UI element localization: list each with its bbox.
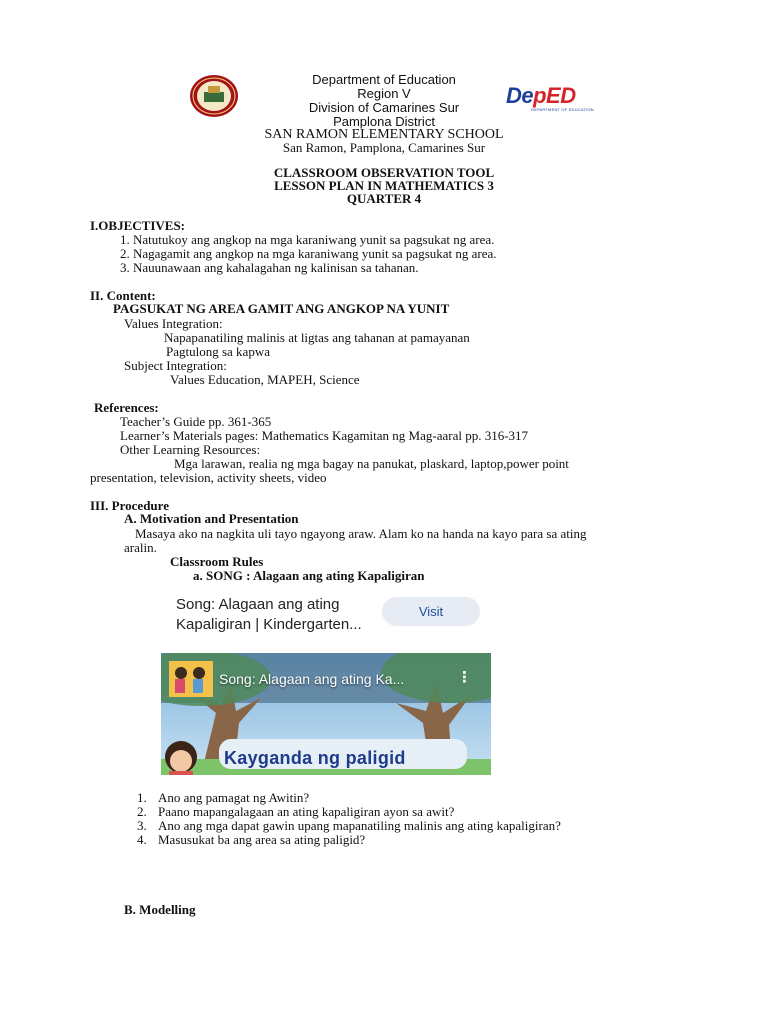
content-heading: II. Content:: [90, 288, 156, 303]
values-integration-item: Napapanatiling malinis at ligtas ang tahanan at pamayanan: [164, 330, 470, 345]
video-thumbnail[interactable]: [161, 653, 491, 775]
subject-integration-label: Subject Integration:: [124, 358, 227, 373]
question-text: Ano ang pamagat ng Awitin?: [158, 790, 310, 805]
objective-item: 3. Nauunawaan ang kahalagahan ng kalinisan sa tahanan.: [120, 260, 419, 275]
question-number: 4.: [137, 832, 147, 847]
classroom-rules: Classroom Rules: [170, 554, 264, 569]
deped-logo-subtext: DEPARTMENT OF EDUCATION: [531, 107, 594, 112]
values-integration-label: Values Integration:: [124, 316, 223, 331]
reference-learners-materials: Learner’s Materials pages: Mathematics Kagamitan ng Mag-aaral pp. 316-317: [120, 428, 529, 443]
question-number: 2.: [137, 804, 147, 819]
question-number: 3.: [137, 818, 147, 833]
objective-item: 2. Nagagamit ang angkop na mga karaniwang yunit sa pagsukat ng area.: [120, 246, 497, 261]
title-line-1: CLASSROOM OBSERVATION TOOL: [273, 165, 495, 180]
motivation-text: Masaya ako na nagkita uli tayo ngayong araw. Alam ko na handa na kayo para sa ating: [135, 526, 587, 541]
reference-other-line-1: Mga larawan, realia ng mga bagay na panukat, plaskard, laptop,power point: [174, 456, 569, 471]
title-line-2: LESSON PLAN IN MATHEMATICS 3: [274, 178, 494, 193]
subject-integration-value: Values Education, MAPEH, Science: [170, 372, 360, 387]
objectives-heading: I.OBJECTIVES:: [90, 218, 185, 233]
question-text: Ano ang mga dapat gawin upang mapanatiling malinis ang ating kapaligiran?: [158, 818, 561, 833]
content-topic: PAGSUKAT NG AREA GAMIT ANG ANGKOP NA YUNIT: [113, 301, 450, 316]
reference-teachers-guide: Teacher’s Guide pp. 361-365: [120, 414, 272, 429]
deped-logo: [506, 83, 594, 113]
question-text: Masusukat ba ang area sa ating paligid?: [158, 832, 366, 847]
question-text: Paano mapangalagaan an ating kapaligiran ayon sa awit?: [158, 804, 455, 819]
objective-item: 1. Natutukoy ang angkop na mga karaniwang yunit sa pagsukat ng area.: [120, 232, 495, 247]
thumbnail-title: Song: Alagaan ang ating Ka...: [219, 671, 405, 687]
header-address: San Ramon, Pamplona, Camarines Sur: [282, 140, 486, 155]
song-title: a. SONG : Alagaan ang ating Kapaligiran: [193, 568, 425, 583]
visit-button[interactable]: Visit: [382, 597, 480, 626]
reference-other-label: Other Learning Resources:: [120, 442, 261, 457]
video-card-title-line-1: Song: Alagaan ang ating: [176, 596, 340, 613]
header-division: Division of Camarines Sur: [308, 100, 460, 115]
deped-logo-text: DepED: [506, 83, 576, 108]
thumbnail-caption: Kayganda ng paligid: [224, 748, 406, 768]
motivation-text-cont: aralin.: [124, 540, 157, 555]
title-line-3: QUARTER 4: [346, 191, 422, 206]
reference-other-line-2: presentation, television, activity sheets, video: [90, 470, 327, 485]
procedure-heading: III. Procedure: [90, 498, 169, 513]
header-school: SAN RAMON ELEMENTARY SCHOOL: [264, 127, 504, 142]
header-district: Pamplona District: [333, 114, 435, 129]
header-region: Region V: [357, 86, 411, 101]
modelling-heading: B. Modelling: [124, 902, 196, 917]
header-department: Department of Education: [312, 72, 456, 87]
values-integration-item: Pagtulong sa kapwa: [166, 344, 270, 359]
video-card-title-line-2: Kapaligiran | Kindergarten...: [176, 616, 362, 633]
question-number: 1.: [137, 790, 147, 805]
references-heading: References:: [94, 400, 159, 415]
motivation-heading: A. Motivation and Presentation: [124, 511, 299, 526]
video-link-card[interactable]: [165, 592, 489, 638]
more-options-icon[interactable]: ⋮: [457, 669, 472, 686]
